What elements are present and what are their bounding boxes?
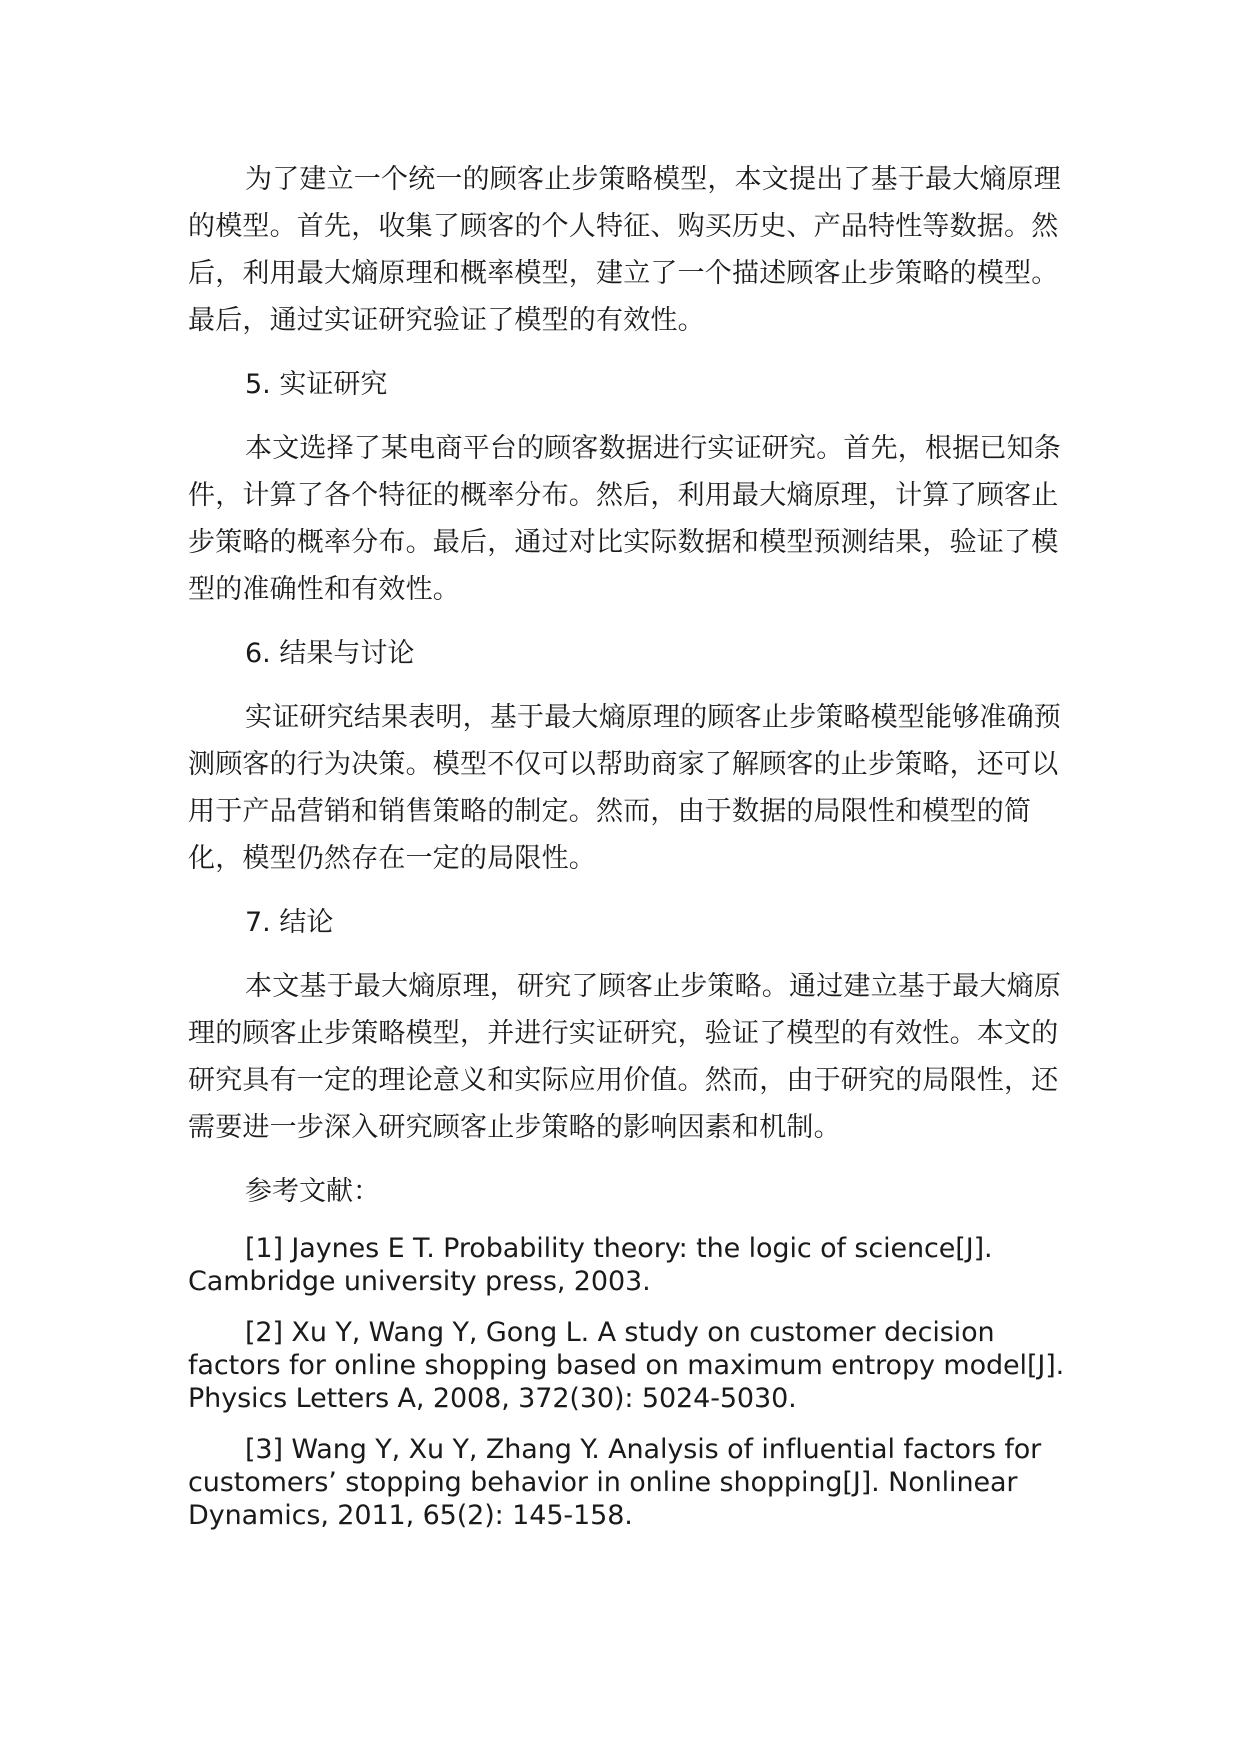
section-heading-results: 6. 结果与讨论 bbox=[245, 638, 415, 669]
paragraph-empirical: 本文选择了某电商平台的顾客数据进行实证研究。首先，根据已知条件，计算了各个特征的概率分布。然后，利用最大熵原理，计算了顾客止步策略的概率分布。最后，通过对比实际数据和模型预测结果，验证了模型的准确性和有效性。 bbox=[188, 433, 1061, 605]
paragraph-model-intro: 为了建立一个统一的顾客止步策略模型，本文提出了基于最大熵原理的模型。首先，收集了顾客的个人特征、购买历史、产品特性等数据。然后，利用最大熵原理和概率模型，建立了一个描述顾客止步策略的模型。最后，通过实证研究验证了模型的有效性。 bbox=[188, 164, 1061, 336]
references-heading: 参考文献： bbox=[245, 1176, 380, 1207]
section-heading-conclusion: 7. 结论 bbox=[245, 907, 334, 938]
document-body bbox=[188, 156, 1070, 1550]
reference-item-1: [1] Jaynes E T. Probability theory: the logic of science[J]. Cambridge university press, 2003. bbox=[188, 1233, 993, 1297]
section-heading-empirical: 5. 实证研究 bbox=[245, 369, 388, 400]
paragraph-results: 实证研究结果表明，基于最大熵原理的顾客止步策略模型能够准确预测顾客的行为决策。模型不仅可以帮助商家了解顾客的止步策略，还可以用于产品营销和销售策略的制定。然而，由于数据的局限性和模型的简化，模型仍然存在一定的局限性。 bbox=[188, 702, 1061, 874]
reference-item-3: [3] Wang Y, Xu Y, Zhang Y. Analysis of influential factors for customers’ stopping behavior in online shopping[J]. Nonlinear Dynamics, 2011, 65(2): 145-158. bbox=[188, 1434, 1042, 1531]
paragraph-conclusion: 本文基于最大熵原理，研究了顾客止步策略。通过建立基于最大熵原理的顾客止步策略模型，并进行实证研究，验证了模型的有效性。本文的研究具有一定的理论意义和实际应用价值。然而，由于研究的局限性，还需要进一步深入研究顾客止步策略的影响因素和机制。 bbox=[188, 971, 1061, 1143]
reference-item-2: [2] Xu Y, Wang Y, Gong L. A study on customer decision factors for online shopping based on maximum entropy model[J]. Physics Letters A, 2008, 372(30): 5024-5030. bbox=[188, 1317, 1065, 1414]
